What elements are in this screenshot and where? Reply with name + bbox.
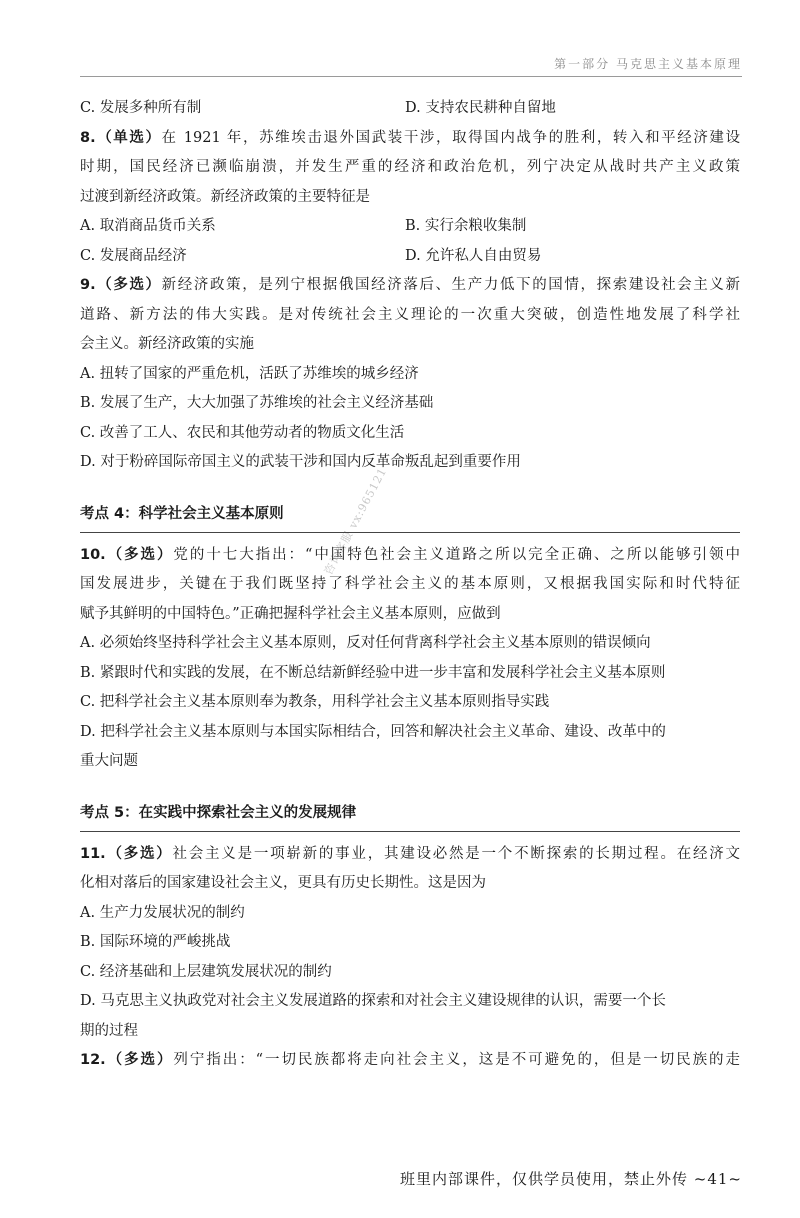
q11-number: 11. [80,845,106,862]
q11-type: （多选） [105,845,173,862]
q7-option-d: D. 支持农民耕种自留地 [405,100,556,116]
q11-option-d-line-1: D. 马克思主义执政党对社会主义发展道路的探索和对社会主义建设规律的认识，需要一个长 [80,993,666,1009]
q8-stem-line-3: 过渡到新经济政策。新经济政策的主要特征是 [80,188,370,205]
q10-number: 10. [80,546,106,563]
q11-stem-text-1: 社会主义是一项崭新的事业，其建设必然是一个不断探索的长期过程。在经济文 [172,845,740,862]
q11-option-a: A. 生产力发展状况的制约 [80,904,245,921]
q11-stem-line-2: 化相对落后的国家建设社会主义，更具有历史长期性。这是因为 [80,875,486,891]
content [80,94,740,1076]
q9-option-d: D. 对于粉碎国际帝国主义的武装干涉和国内反革命叛乱起到重要作用 [80,454,521,470]
q8-type: （单选） [95,129,162,146]
q9-type: （多选） [95,277,162,293]
q9-option-c: C. 改善了工人、农民和其他劳动者的物质文化生活 [80,424,405,441]
q12-number: 12. [80,1052,106,1068]
q9-option-b: B. 发展了生产，大大加强了苏维埃的社会主义经济基础 [80,395,434,411]
header-rule [80,76,742,77]
q12-type: （多选） [105,1052,174,1068]
q8-stem-line-1 [80,124,740,154]
q8-option-a: A. 取消商品货币关系 [80,218,216,234]
q10-option-a: A. 必须始终坚持科学社会主义基本原则，反对任何背离科学社会主义基本原则的错误倾向 [80,635,651,651]
q10-stem-line-1 [80,541,740,571]
q11-option-b: B. 国际环境的严峻挑战 [80,934,231,950]
q8-options-ab [80,212,740,242]
q9-stem-line-1 [80,271,740,301]
q11-option-c: C. 经济基础和上层建筑发展状况的制约 [80,963,332,980]
q8-options-cd [80,242,740,272]
q8-stem-text-1: 在 1921 年，苏维埃击退外国武装干涉，取得国内战争的胜利，转入和平经济建设 [161,129,740,146]
q7-options-cd [80,94,740,124]
q8-number: 8. [80,129,96,146]
q8-option-d: D. 允许私人自由贸易 [405,247,542,264]
q8-option-b: B. 实行余粮收集制 [405,218,527,234]
q11-option-d-line-2: 期的过程 [80,1022,138,1039]
watermark: 咨询客服 vx:965121 [321,465,390,578]
q11-stem-line-1 [80,840,740,870]
q10-option-d-line-1: D. 把科学社会主义基本原则与本国实际相结合，回答和解决社会主义革命、建设、改革中的 [80,723,666,740]
q10-stem-line-2: 国发展进步，关键在于我们既坚持了科学社会主义的基本原则，又根据我国实际和时代特征 [80,576,740,592]
q9-stem-text-1: 新经济政策，是列宁根据俄国经济落后、生产力低下的国情，探索建设社会主义新 [161,277,740,293]
q9-number: 9. [80,277,96,293]
q12-stem-line-1 [80,1046,740,1076]
q12-stem-text-1: 列宁指出：“一切民族都将走向社会主义，这是不可避免的，但是一切民族的走 [173,1052,740,1068]
running-header: 第一部分 马克思主义基本原理 [554,57,742,71]
q10-stem-line-3: 赋予其鲜明的中国特色。”正确把握科学社会主义基本原则，应做到 [80,605,501,622]
q10-type: （多选） [105,546,174,563]
section-heading-4: 考点 4：科学社会主义基本原则 [80,496,740,533]
q10-option-d-line-2: 重大问题 [80,753,138,769]
page-footer: 班里内部课件，仅供学员使用，禁止外传 ~41~ [400,1170,742,1188]
q9-stem-line-3: 会主义。新经济政策的实施 [80,336,254,352]
q10-option-c: C. 把科学社会主义基本原则奉为教条，用科学社会主义基本原则指导实践 [80,694,550,710]
q10-option-b: B. 紧跟时代和实践的发展，在不断总结新鲜经验中进一步丰富和发展科学社会主义基本原则 [80,664,666,681]
q9-option-a: A. 扭转了国家的严重危机，活跃了苏维埃的城乡经济 [80,365,419,382]
q7-option-c: C. 发展多种所有制 [80,100,202,116]
q10-stem-text-1: 党的十七大指出：“中国特色社会主义道路之所以完全正确、之所以能够引领中 [173,546,740,563]
section-heading-5: 考点 5：在实践中探索社会主义的发展规律 [80,795,740,832]
q8-stem-line-2: 时期，国民经济已濒临崩溃，并发生严重的经济和政治危机，列宁决定从战时共产主义政策 [80,159,740,175]
q8-option-c: C. 发展商品经济 [80,247,187,264]
q9-stem-line-2: 道路、新方法的伟大实践。是对传统社会主义理论的一次重大突破，创造性地发展了科学社 [80,306,740,323]
